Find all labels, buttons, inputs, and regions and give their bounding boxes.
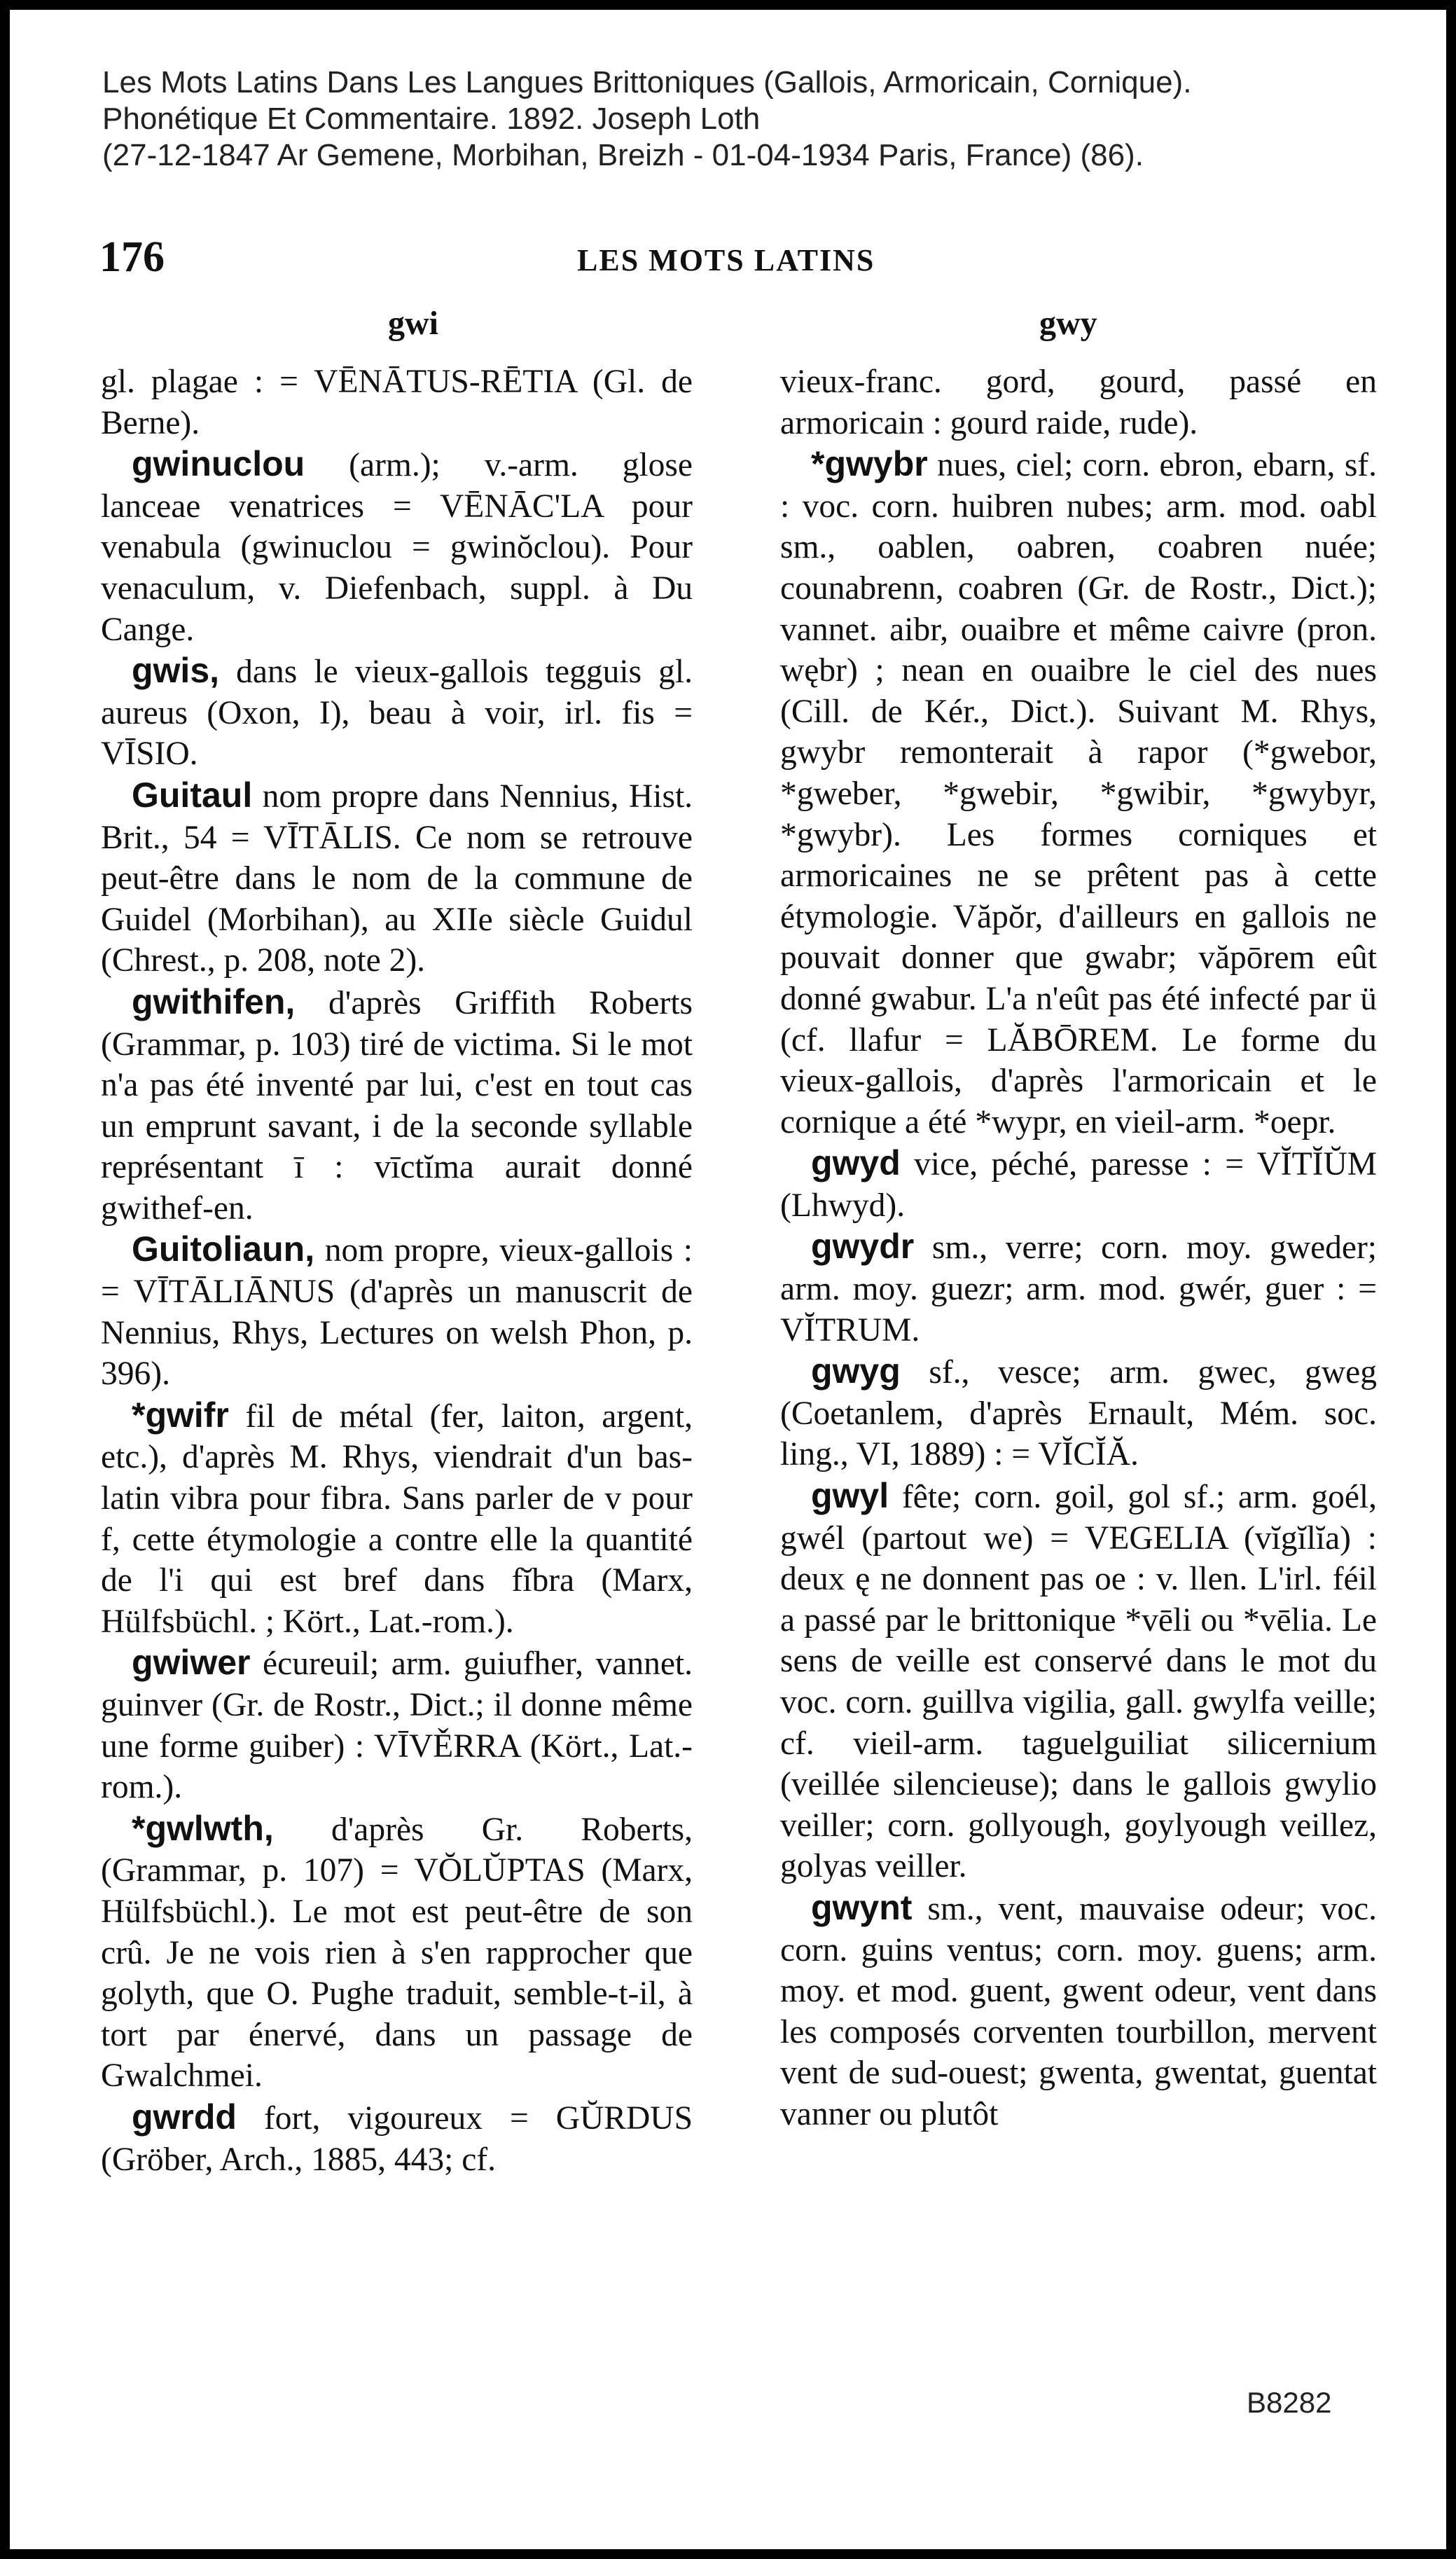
catalog-header <box>102 64 1398 174</box>
entry-text: vice, péché, paresse : = VĬTĬŬM (Lhwyd). <box>780 1146 1377 1224</box>
entry-text: d'après Griffith Roberts (Grammar, p. 103) tiré de victima. Si le mot n'a pas été inventé par lui, c'est en tout cas un emprunt savant, i de la seconde syllable représentant ī : vīctĭma aurait donné gwithef-en. <box>101 984 693 1227</box>
entry-text: écureuil; arm. guiufher, vannet. guinver (Gr. de Rostr., Dict.; il donne même une forme guiber) : VĪVĚRRA (Kört., Lat.-rom.). <box>101 1646 693 1806</box>
entry <box>101 981 693 1229</box>
headword: gwinuclou <box>132 444 305 484</box>
entry-text: vieux-franc. gord, gourd, passé en armoricain : gourd raide, rude). <box>780 364 1377 441</box>
headword: gwyd <box>811 1143 901 1183</box>
document-page <box>10 10 1446 2549</box>
entry-text: (arm.); v.-arm. glose lanceae venatrices = VĒNĀC'LA pour venabula (gwinuclou = gwinŏclou). Pour venaculum, v. Diefenbach, suppl. à Du Cange. <box>101 447 693 648</box>
headword: Guitoliaun, <box>132 1229 315 1269</box>
entry-text: nom propre dans Nennius, Hist. Brit., 54 = VĪTĀLIS. Ce nom se retrouve peut-être dans le nom de la commune de Guidel (Morbihan), au XIIe siècle Guidul (Chrest., p. 208, note 2). <box>101 778 693 979</box>
entry-text: sm., vent, mauvaise odeur; voc. corn. guins ventus; corn. moy. guens; arm. moy. et mod. guent, gwent odeur, vent dans les composés corventen tourbillon, mervent vent de sud-ouest; gwenta, gwentat, guentat vanner ou plutôt <box>780 1890 1377 2132</box>
page-number: 176 <box>99 233 165 281</box>
entry <box>101 2097 693 2180</box>
headword: *gwlwth, <box>132 1808 274 1848</box>
entry <box>101 1642 693 1807</box>
catalog-number: B8282 <box>1247 2386 1332 2419</box>
headword: Guitaul <box>132 775 253 815</box>
headword: gwiwer <box>132 1643 251 1683</box>
entry-text: dans le vieux-gallois tegguis gl. aureus (Oxon, I), beau à voir, irl. fis = VĪSIO. <box>101 654 693 773</box>
entry-text: gl. plagae : = VĒNĀTUS-RĒTIA (Gl. de Berne). <box>101 364 693 441</box>
headword: *gwybr <box>811 444 928 484</box>
headword: gwyl <box>811 1476 889 1516</box>
header-line-3: (27-12-1847 Ar Gemene, Morbihan, Breizh - 01-04-1934 Paris, France) (86). <box>102 138 1144 172</box>
entry-text: fête; corn. goil, gol sf.; arm. goél, gwél (partout we) = VEGELIA (vĭgĭlĭa) : deux ę ne donnent pas oe : v. llen. L'irl. féil a passé par le brittonique *vēli ou *vēlia. Le sens de veille est conservé dans le mot du voc. corn. guillva vigilia, gall. gwylfa veille; cf. vieil-arm. taguelguiliat silicernium (veillée silencieuse); dans le gallois gwylio veiller; corn. gollyough, goylyough veillez, golyas veiller. <box>780 1479 1378 1885</box>
running-title: LES MOTS LATINS <box>577 243 875 277</box>
entry <box>780 1143 1377 1226</box>
entry <box>780 1351 1377 1475</box>
entry <box>780 1475 1377 1887</box>
entry <box>101 1395 693 1643</box>
entry <box>780 1887 1377 2135</box>
entry <box>780 360 1377 443</box>
entry <box>101 1229 693 1394</box>
headword: gwrdd <box>132 2097 237 2137</box>
entry <box>780 443 1377 1143</box>
entry <box>101 360 693 443</box>
entry <box>101 775 693 981</box>
headword: gwithifen, <box>132 981 296 1021</box>
entry-text: fil de métal (fer, laiton, argent, etc.), d'après M. Rhys, viendrait d'un bas-latin vibra pour fibra. Sans parler de v pour f, cette étymologie a contre elle la quantité de l'i qui est bref dans fĭbra (Marx, Hülfsbüchl. ; Kört., Lat.-rom.). <box>101 1398 693 1640</box>
left-column-head: gwi <box>388 305 438 342</box>
right-column-head: gwy <box>1039 305 1097 342</box>
headword: *gwifr <box>132 1395 229 1435</box>
header-line-1: Les Mots Latins Dans Les Langues Brittoniques (Gallois, Armoricain, Cornique). <box>102 65 1192 99</box>
entry-text: sm., verre; corn. moy. gweder; arm. moy. guezr; arm. mod. gwér, guer : = VĬTRUM. <box>780 1229 1377 1349</box>
entry <box>780 1226 1377 1351</box>
entry-text: nues, ciel; corn. ebron, ebarn, sf. : voc. corn. huibren nubes; arm. mod. oabl sm., oablen, oabren, coabren nuée; counabrenn, coabren (Gr. de Rostr., Dict.); vannet. aibr, ouaibre et même caivre (pron. wębr) ; nean en ouaibre le ciel des nues (Cill. de Kér., Dict.). Suivant M. Rhys, gwybr remonterait à rapor (*gwebor, *gweber, *gwebir, *gwibir, *gwybyr, *gwybr). Les formes corniques et armoricaines ne se prêtent pas à cette étymologie. Văpŏr, d'ailleurs en gallois ne pouvait donner que gwabr; văpōrem eût donné gwabur. L'a n'eût pas été infecté par ü (cf. llafur = LĂBŌREM. Le forme du vieux-gallois, d'après l'armoricain et le cornique a été *wypr, en vieil-arm. *oepr. <box>780 447 1378 1140</box>
headword: gwyg <box>811 1351 901 1391</box>
entry-text: nom propre, vieux-gallois : = VĪTĀLIĀNUS (d'après un manuscrit de Nennius, Rhys, Lectures on welsh Phon, p. 396). <box>101 1232 693 1393</box>
header-line-2: Phonétique Et Commentaire. 1892. Joseph Loth <box>102 102 761 136</box>
entry <box>101 650 693 775</box>
entry-text: d'après Gr. Roberts, (Grammar, p. 107) = VŎLŬPTAS (Marx, Hülfsbüchl.). Le mot est peut-être de son crû. Je ne vois rien à s'en rapprocher que golyth, que O. Pughe traduit, semble-t-il, à tort par énervé, dans un passage de Gwalchmei. <box>101 1811 693 2095</box>
right-column <box>780 360 1377 2135</box>
headword: gwydr <box>811 1227 915 1267</box>
entry <box>101 443 693 650</box>
left-column <box>101 360 693 2180</box>
headword: gwis, <box>132 651 220 691</box>
entry-text: fort, vigoureux = GŬRDUS (Gröber, Arch., 1885, 443; cf. <box>101 2099 693 2178</box>
entry <box>101 1808 693 2097</box>
entry-text: sf., vesce; arm. gwec, gweg (Coetanlem, d'après Ernault, Mém. soc. ling., VI, 1889) : = VĬCĬĂ. <box>780 1354 1378 1473</box>
headword: gwynt <box>811 1887 913 1927</box>
